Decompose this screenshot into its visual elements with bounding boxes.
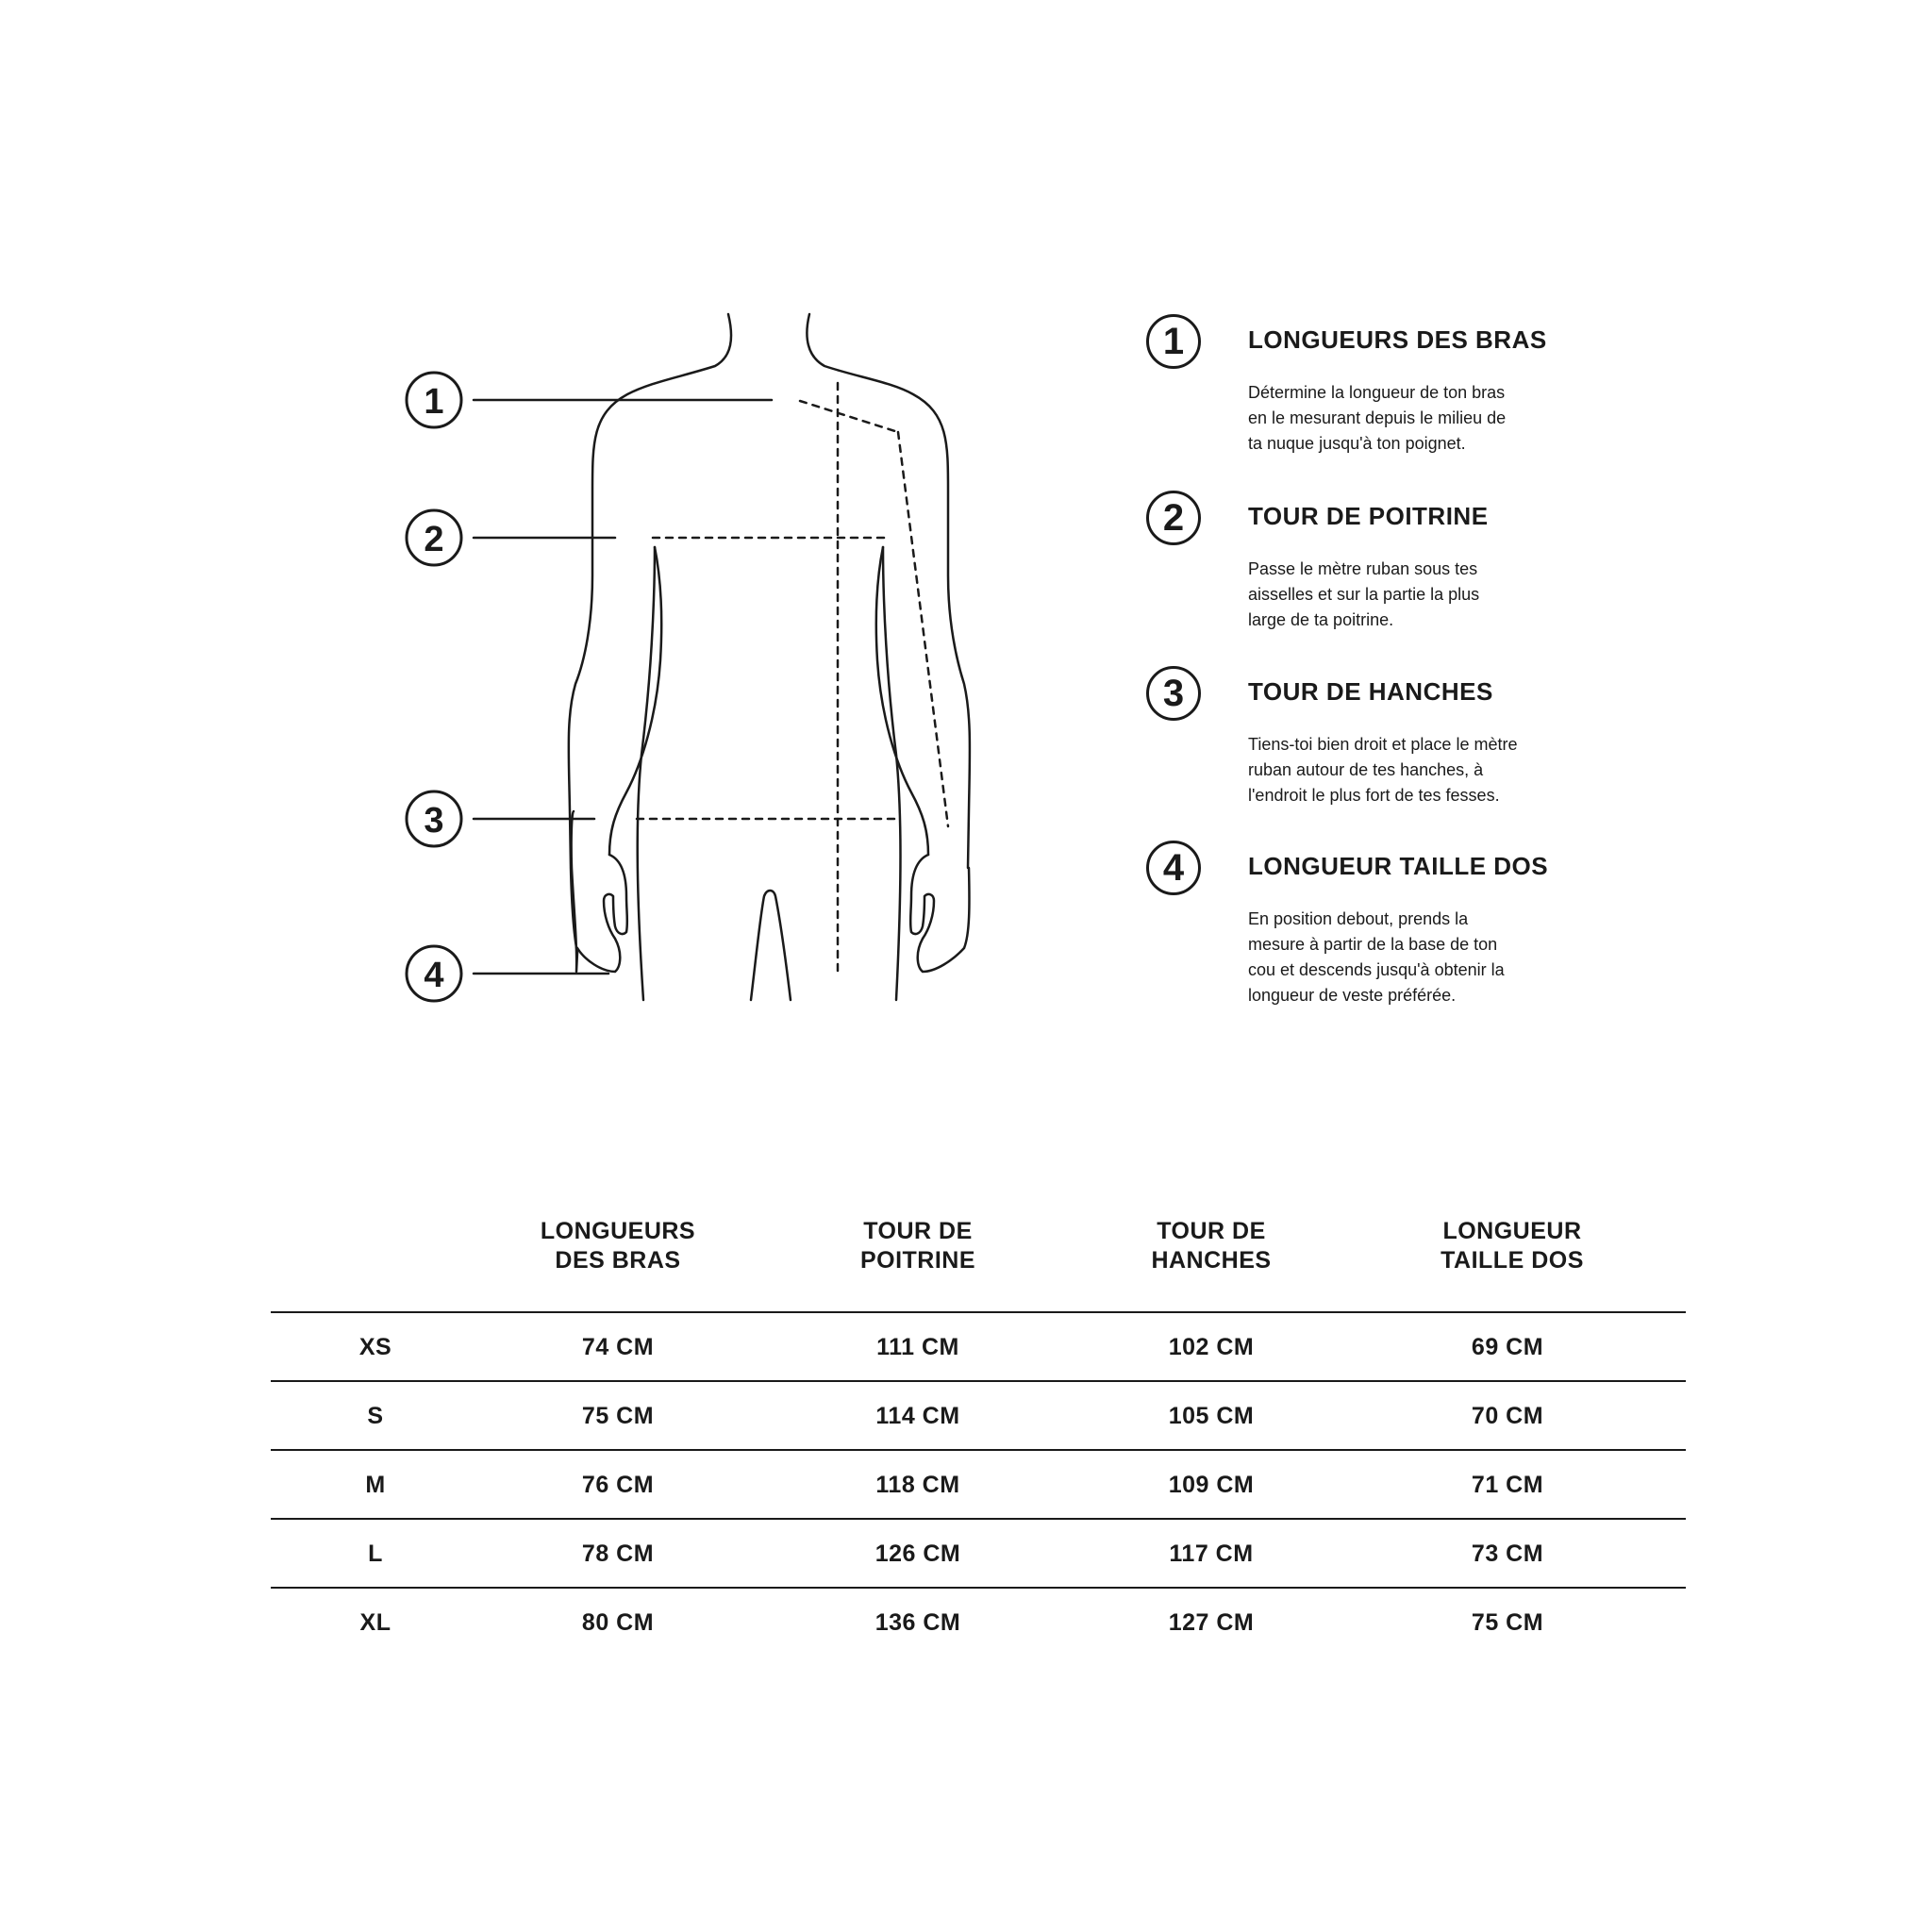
table-cell: 71 CM [1471, 1472, 1544, 1498]
table-cell: 80 CM [581, 1609, 655, 1636]
table-header-line: LONGUEUR [1442, 1218, 1582, 1244]
table-cell: 76 CM [581, 1472, 655, 1498]
table-header-line: TOUR DE [1157, 1218, 1266, 1244]
guide-item-hips [1146, 666, 1580, 808]
size-label: L [368, 1541, 383, 1567]
table-cell: 126 CM [874, 1541, 961, 1567]
marker-4-label: 4 [424, 956, 444, 995]
figure-left-leg [638, 547, 655, 1000]
figure-left-hand [577, 855, 627, 972]
guide-item-back-length [1146, 841, 1580, 1010]
marker-4 [407, 946, 461, 1001]
marker-1-label: 1 [424, 382, 444, 422]
guide-description-line: l'endroit le plus fort de tes fesses. [1248, 786, 1500, 805]
table-header-line: TAILLE DOS [1441, 1247, 1584, 1274]
guide-description-line: ruban autour de tes hanches, à [1248, 760, 1484, 779]
table-header-line: DES BRAS [555, 1247, 681, 1274]
table-header-line: HANCHES [1151, 1247, 1272, 1274]
marker-2 [407, 510, 461, 565]
table-row [271, 1380, 1686, 1449]
guide-number-badge: 2 [1146, 491, 1201, 545]
guide-description-line: en le mesurant depuis le milieu de [1248, 408, 1507, 427]
table-cell: 118 CM [875, 1472, 960, 1498]
guide-description [1248, 907, 1569, 1008]
guide-description-line: Détermine la longueur de ton bras [1248, 383, 1506, 402]
guide-description-line: Tiens-toi bien droit et place le mètre [1248, 735, 1518, 754]
marker-1 [407, 373, 461, 427]
table-cell: 73 CM [1471, 1541, 1544, 1567]
measurement-lines [637, 383, 948, 972]
figure-inner-legs [751, 891, 791, 1000]
guide-description-line: En position debout, prends la [1248, 909, 1469, 928]
guide-description-line: ta nuque jusqu'à ton poignet. [1248, 434, 1466, 453]
table-cell: 69 CM [1471, 1334, 1544, 1360]
guide-description [1248, 380, 1569, 457]
table-row [271, 1587, 1686, 1656]
figure-left-outline [569, 314, 731, 953]
guide-number-badge: 1 [1146, 314, 1201, 369]
guide-title: LONGUEURS DES BRAS [1248, 325, 1547, 354]
marker-2-label: 2 [424, 520, 444, 559]
table-cell: 114 CM [875, 1403, 960, 1429]
guide-description-line: cou et descends jusqu'à obtenir la [1248, 960, 1505, 979]
table-row [271, 1449, 1686, 1518]
table-header-row [271, 1217, 1686, 1311]
guide-title: TOUR DE POITRINE [1248, 502, 1489, 530]
table-cell: 70 CM [1471, 1403, 1544, 1429]
size-label: XL [359, 1609, 391, 1636]
size-label: M [365, 1472, 386, 1498]
figure-right-leg [883, 547, 901, 1000]
table-cell: 105 CM [1168, 1403, 1255, 1429]
guide-description-line: longueur de veste préférée. [1248, 986, 1457, 1005]
guide-description-line: aisselles et sur la partie la plus [1248, 585, 1480, 604]
guide-title: TOUR DE HANCHES [1248, 677, 1493, 706]
guide-description-line: Passe le mètre ruban sous tes [1248, 559, 1478, 578]
arm-length-line [898, 432, 948, 826]
table-cell: 78 CM [581, 1541, 655, 1567]
table-cell: 136 CM [874, 1609, 961, 1636]
shoulder-line [800, 401, 898, 432]
marker-3 [407, 791, 461, 846]
table-cell: 102 CM [1168, 1334, 1255, 1360]
table-cell: 75 CM [581, 1403, 655, 1429]
guide-description-line: large de ta poitrine. [1248, 610, 1394, 629]
guide-number-badge: 4 [1146, 841, 1201, 895]
table-header-line: TOUR DE [863, 1218, 973, 1244]
table-header-arm-length [505, 1217, 731, 1275]
table-cell: 74 CM [581, 1334, 655, 1360]
figure-right-hand [910, 855, 969, 972]
guide-title: LONGUEUR TAILLE DOS [1248, 852, 1549, 880]
table-header-line: LONGUEURS [540, 1218, 696, 1244]
size-chart-table [271, 1217, 1686, 1656]
table-row [271, 1518, 1686, 1587]
table-cell: 75 CM [1471, 1609, 1544, 1636]
table-row [271, 1311, 1686, 1380]
guide-description [1248, 732, 1569, 808]
table-header-chest [805, 1217, 1031, 1275]
table-cell: 109 CM [1168, 1472, 1255, 1498]
guide-number-badge: 3 [1146, 666, 1201, 721]
table-header-line: POITRINE [859, 1247, 976, 1274]
table-cell: 117 CM [1169, 1541, 1254, 1567]
guide-item-chest [1146, 491, 1580, 632]
table-cell: 127 CM [1168, 1609, 1255, 1636]
size-label: XS [358, 1334, 392, 1360]
guide-description [1248, 557, 1569, 633]
table-header-back-length [1399, 1217, 1625, 1275]
table-cell: 111 CM [876, 1334, 959, 1360]
figure-right-outline [807, 314, 970, 868]
guide-description-line: mesure à partir de la base de ton [1248, 935, 1498, 954]
size-label: S [367, 1403, 384, 1429]
table-header-hips [1098, 1217, 1324, 1275]
guide-item-arm-length [1146, 314, 1580, 456]
marker-3-label: 3 [424, 801, 444, 841]
